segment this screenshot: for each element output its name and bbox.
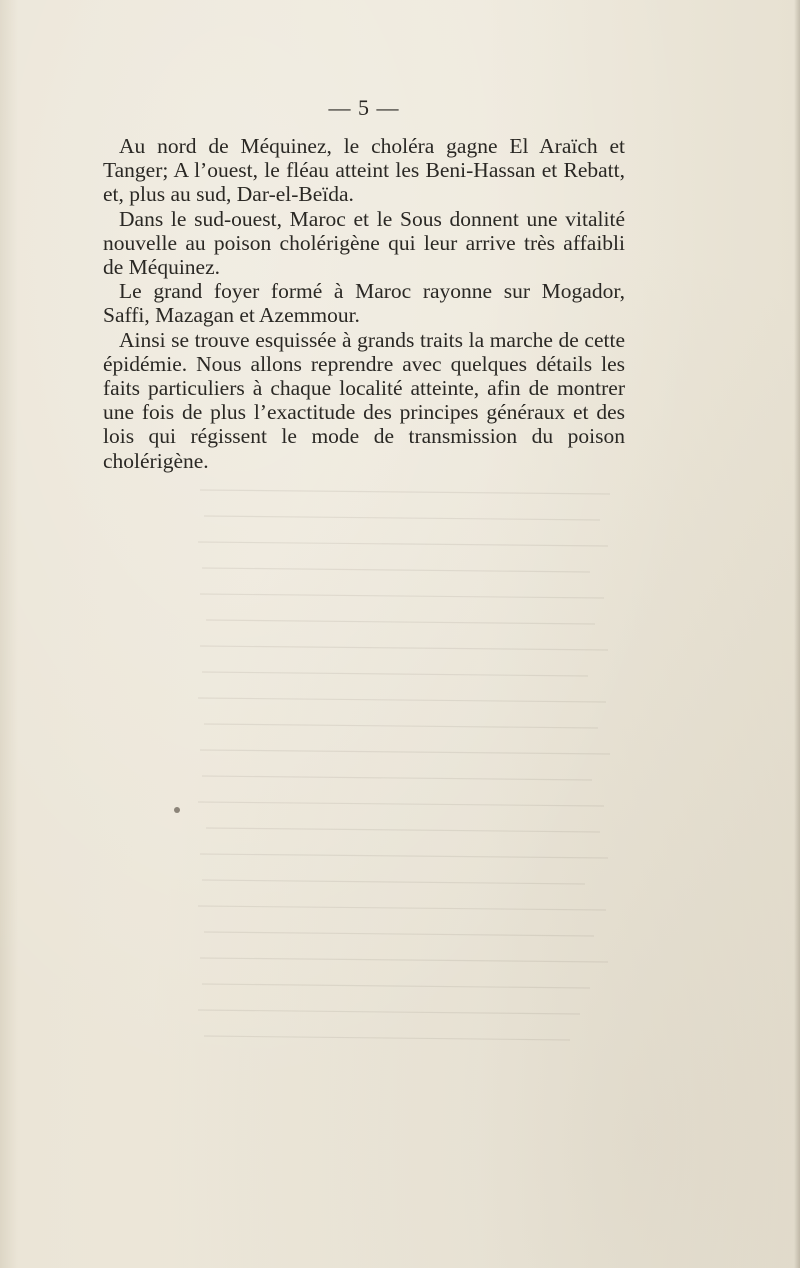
page-edge-shadow <box>794 0 800 1268</box>
ink-speck <box>174 807 180 813</box>
paragraph-3: Le grand foyer formé à Maroc rayonne sur Mogador, Saffi, Mazagan et Azemmour. <box>103 279 625 328</box>
show-through-texture <box>190 470 620 1110</box>
paragraph-4: Ainsi se trouve esquissée à grands traits la marche de cette épidémie. Nous allons reprendre avec quelques détails les faits particuliers à chaque localité atteinte, afin de montrer une fois de plus l’exactitude des principes généraux et des lois qui régissent le mode de transmission du poison cholérigène. <box>103 327 625 473</box>
body-text <box>103 134 625 473</box>
paragraph-1: Au nord de Méquinez, le choléra gagne El Araïch et Tanger; A l’ouest, le fléau atteint les Beni-Hassan et Rebatt, et, plus au sud, Dar-el-Beïda. <box>103 134 625 207</box>
paragraph-2: Dans le sud-ouest, Maroc et le Sous donnent une vitalité nouvelle au poison cholérigène qui leur arrive très affaibli de Méquinez. <box>103 206 625 280</box>
page-number: — 5 — <box>328 95 400 120</box>
